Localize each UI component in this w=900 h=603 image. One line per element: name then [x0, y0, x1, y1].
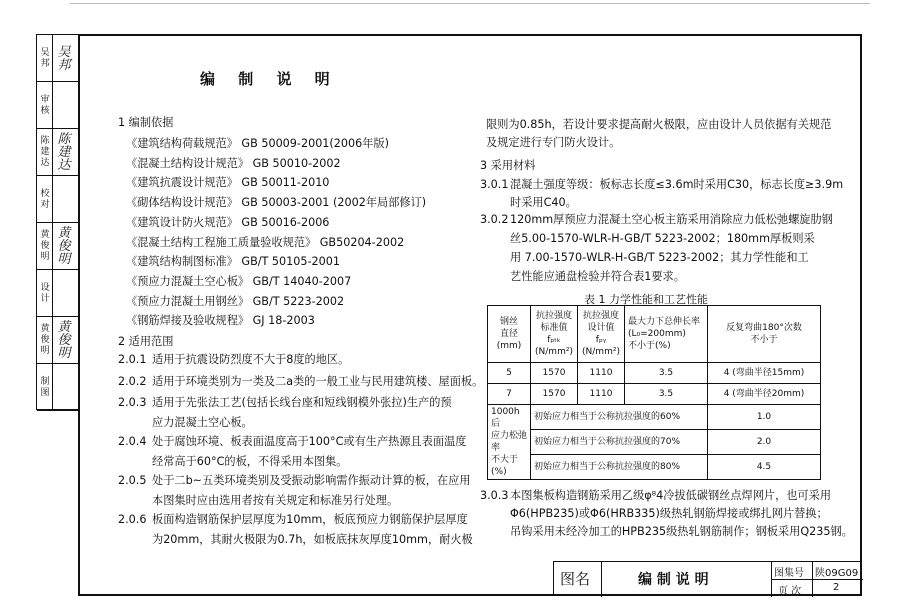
clause-text: 处于二b~五类环境类别及受振动影响需作振动计算的板，在应用: [152, 474, 471, 487]
reference-item: 《钢筋焊接及验收规程》 GJ 18-2003: [126, 314, 315, 328]
review-label: 审核: [40, 94, 50, 116]
header-cell: 反复弯曲180°次数 不小于: [708, 306, 821, 363]
table-cell: 2.0: [708, 430, 821, 455]
review-label: 黄俊明: [40, 230, 50, 262]
table-cell: 1110: [578, 363, 625, 384]
header-cell: 钢丝 直径 (mm): [488, 306, 531, 363]
clause-text: 适用于环境类别为一类及二a类的一般工业与民用建筑楼、屋面板。: [152, 374, 484, 388]
clause-number: 3.0.1: [480, 178, 509, 191]
table-cell: 初始应力相当于公称抗拉强度的80%: [531, 455, 708, 480]
clause-text: 为20mm，其耐火极限为0.7h，如板底抹灰厚度10mm，耐火极: [152, 532, 473, 546]
tb-divider: [771, 579, 863, 580]
clause-text: 丝5.00-1570-WLR-H-GB/T 5223-2002；180mm厚板则采: [510, 232, 815, 245]
review-cell: [37, 35, 78, 82]
review-strip: [36, 34, 78, 410]
reference-item: 《建筑结构制图标准》 GB/T 50105-2001: [126, 255, 341, 269]
reference-item: 《预应力混凝土用钢丝》 GB/T 5223-2002: [126, 294, 345, 308]
clause-number: 2.0.6: [118, 513, 147, 526]
review-cell: [37, 270, 78, 317]
review-cell: [37, 317, 78, 364]
reference-item: 《预应力混凝土空心板》 GB/T 14040-2007: [126, 274, 352, 288]
signature-icon: 黄俊明: [57, 320, 71, 361]
table-cell: 4.5: [708, 455, 821, 480]
table-cell: 初始应力相当于公称抗拉强度的70%: [531, 430, 708, 455]
reference-item: 《砌体结构设计规范》 GB 50003-2001 (2002年局部修订): [126, 196, 427, 210]
top-border-line: [70, 3, 870, 4]
section3-heading: 3 采用材料: [480, 159, 536, 172]
clause-text: 120mm厚预应力混凝土空心板主筋采用消除应力低松弛螺旋肋钢: [510, 213, 833, 226]
continued-text: 及规定进行专门防火设计。: [486, 136, 621, 149]
page-title: 编 制 说 明: [200, 70, 339, 88]
review-divider: [52, 35, 53, 411]
clause-text: 经常高于60°C的板，不得采用本图集。: [152, 454, 348, 468]
tb-atlas-value: 陕09G09: [815, 568, 859, 579]
table-row: [488, 430, 821, 455]
review-cell: [37, 129, 78, 176]
signature-icon: 黄俊明: [57, 226, 71, 267]
section1-heading: 1 编制依据: [118, 116, 174, 129]
table-cell: 1570: [531, 384, 578, 405]
clause-number: 2.0.1: [118, 353, 147, 366]
signature-icon: 陈建达: [57, 132, 71, 173]
tb-atlas-label: 图集号: [774, 568, 804, 579]
table1-header-row: [488, 306, 821, 363]
clause-text: 本图集时应由选用者按有关规定和标准另行处理。: [152, 493, 399, 507]
table-cell: 3.5: [625, 363, 708, 384]
tb-page-label: 页 次: [778, 586, 802, 597]
reference-item: 《混凝土结构设计规范》 GB 50010-2002: [126, 156, 341, 170]
review-label: 制图: [40, 376, 50, 398]
table-cell: 初始应力相当于公称抗拉强度的60%: [531, 405, 708, 430]
tb-title-label: 图名: [560, 570, 591, 588]
table1-caption: 表 1 力学性能和工艺性能: [584, 293, 708, 306]
reference-item: 《建筑抗震设计规范》 GB 50011-2010: [126, 176, 330, 190]
review-label: 设计: [40, 282, 50, 304]
tb-divider: [601, 562, 602, 597]
table-cell: 1570: [531, 363, 578, 384]
clause-text: 用 7.00-1570-WLR-H-GB/T 5223-2002；其力学性能和工: [510, 251, 809, 264]
table-cell: 4 (弯曲半径20mm): [708, 384, 821, 405]
review-cell: [37, 364, 78, 411]
section2-heading: 2 适用范围: [118, 335, 174, 348]
table-cell: 5: [488, 363, 531, 384]
clause-text: 适用于抗震设防烈度不大于8度的地区。: [152, 353, 350, 366]
table-cell: 1110: [578, 384, 625, 405]
clause-number: 2.0.4: [118, 435, 147, 448]
clause-text: 吊钩采用未经冷加工的HPB235级热轧钢筋制作；钢板采用Q235钢。: [510, 525, 853, 538]
reference-item: 《混凝土结构工程施工质量验收规范》 GB50204-2002: [126, 235, 405, 249]
clause-text: 本图集板构造钢筋采用乙级φ⁸4冷拔低碳钢丝点焊网片，也可采用: [510, 489, 832, 502]
clause-text: 板面构造钢筋保护层厚度为10mm，板底预应力钢筋保护层厚度: [152, 513, 468, 526]
tb-page-value: 2: [833, 582, 840, 593]
continued-text: 限则为0.85h，若设计要求提高耐火极限，应由设计人员依据有关规范: [486, 118, 832, 131]
clause-number: 2.0.2: [118, 374, 147, 388]
review-cell: [37, 82, 78, 129]
table-cell: 4 (弯曲半径15mm): [708, 363, 821, 384]
header-cell: 抗拉强度 设计值 fₚᵧ (N/mm²): [578, 306, 625, 363]
title-block: [553, 561, 862, 596]
clause-text: Φ6(HPB235)或Φ6(HRB335)级热轧钢筋焊接或绑扎网片替换；: [510, 507, 828, 520]
header-cell: 最大力下总伸长率 (L₀=200mm) 不小于(%): [625, 306, 708, 363]
clause-text: 应力混凝土空心板。: [152, 415, 253, 429]
header-cell: 抗拉强度 标准值 fₚₜₖ (N/mm²): [531, 306, 578, 363]
table1: [487, 305, 821, 480]
clause-text: 处于腐蚀环境、板表面温度高于100°C或有生产热源且表面温度: [152, 435, 467, 448]
table-cell: 1.0: [708, 405, 821, 430]
clause-number: 3.0.3: [480, 489, 509, 502]
reference-item: 《建筑结构荷载规范》 GB 50009-2001(2006年版): [126, 137, 390, 150]
relax-label-cell: 1000h后 应力松弛率 不大于(%): [488, 405, 531, 480]
tb-drawing-title: 编 制 说 明: [638, 572, 709, 588]
clause-text: 时采用C40。: [510, 196, 577, 209]
clause-text: 艺性能应通盘检验并符合表1要求。: [510, 270, 685, 283]
review-cell: [37, 223, 78, 270]
table-row: [488, 455, 821, 480]
table-row: [488, 405, 821, 430]
review-label: 校对: [40, 188, 50, 210]
table-row: [488, 363, 821, 384]
review-label: 吴邦: [40, 47, 50, 69]
review-label: 黄俊明: [40, 324, 50, 356]
review-cell: [37, 176, 78, 223]
review-label: 陈建达: [40, 136, 50, 168]
clause-number: 2.0.5: [118, 474, 147, 487]
table-cell: 3.5: [625, 384, 708, 405]
clause-number: 2.0.3: [118, 396, 147, 409]
clause-text: 适用于先张法工艺(包括长线台座和短线钢模外张拉)生产的预: [152, 396, 452, 409]
table-cell: 7: [488, 384, 531, 405]
reference-item: 《建筑设计防火规范》 GB 50016-2006: [126, 215, 330, 229]
table-row: [488, 384, 821, 405]
clause-number: 3.0.2: [480, 213, 509, 226]
clause-text: 混凝土强度等级：板标志长度≤3.6m时采用C30，标志长度≥3.9m: [510, 178, 844, 191]
signature-icon: 吴邦: [57, 44, 71, 73]
